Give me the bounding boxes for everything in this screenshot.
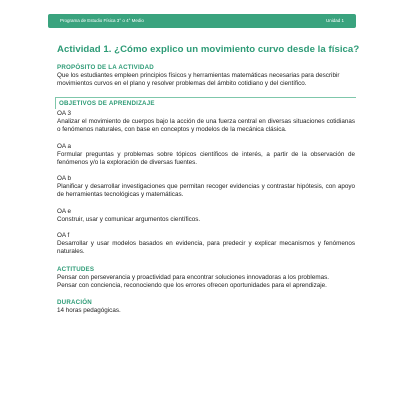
- duration-heading: DURACIÓN: [57, 299, 92, 306]
- objective-text-oab: Planificar y desarrollar investigaciones que permitan recoger evidencias y contrastar hipótesis, con apoyo de herramientas tecnológicas y matemáticas.: [57, 183, 355, 199]
- objective-code-oaf: OA f: [57, 232, 70, 239]
- attitudes-heading: ACTITUDES: [57, 266, 95, 273]
- objective-code-oaa: OA a: [57, 143, 72, 150]
- objectives-heading: OBJETIVOS DE APRENDIZAJE: [59, 100, 155, 107]
- activity-title: Actividad 1. ¿Cómo explico un movimiento curvo desde la física?: [57, 44, 360, 55]
- objective-text-oaa: Formular preguntas y problemas sobre tópicos científicos de interés, a partir de la observación de fenómenos y/o la exploración de diversas fuentes.: [57, 151, 355, 167]
- program-label: Programa de Estudio Física 3° o 4° Medio: [60, 18, 144, 23]
- header-bar: [48, 14, 356, 28]
- attitude-line-2: Pensar con conciencia, reconociendo que los errores ofrecen oportunidades para el aprendizaje.: [57, 282, 327, 289]
- purpose-heading: PROPÓSITO DE LA ACTIVIDAD: [57, 64, 154, 71]
- attitude-line-1: Pensar con perseverancia y proactividad para encontrar soluciones innovadoras a los problemas.: [57, 274, 329, 281]
- objective-code-oa3: OA 3: [57, 110, 72, 117]
- purpose-text: Que los estudiantes empleen principios físicos y herramientas matemáticas necesarias para describir movimientos curvos en el plano y resolver problemas del ámbito cotidiano y del científico.: [57, 72, 340, 88]
- objective-text-oaf: Desarrollar y usar modelos basados en evidencia, para predecir y explicar mecanismos y fenómenos naturales.: [57, 240, 355, 256]
- objective-text-oae: Construir, usar y comunicar argumentos científicos.: [57, 216, 201, 223]
- objective-code-oae: OA e: [57, 208, 72, 215]
- objective-text-oa3: Analizar el movimiento de cuerpos bajo la acción de una fuerza central en diversas situaciones cotidianas o fenómenos naturales, con base en conceptos y modelos de la mecánica clásica.: [57, 118, 355, 134]
- objective-code-oab: OA b: [57, 175, 72, 182]
- duration-text: 14 horas pedagógicas.: [57, 307, 121, 314]
- unit-label: Unidad 1: [325, 18, 344, 23]
